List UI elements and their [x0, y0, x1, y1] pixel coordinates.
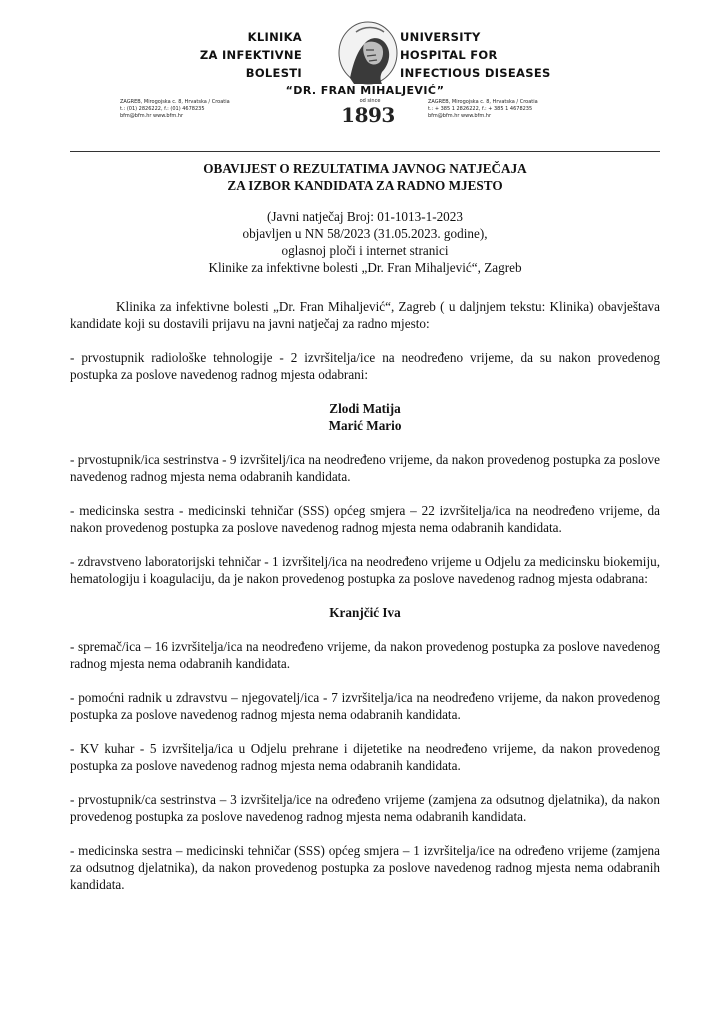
founding-year: 1893: [341, 103, 395, 127]
position-paragraph: - medicinska sestra - medicinski tehničar (SSS) općeg smjera – 22 izvršitelja/ica na neodređeno vrijeme, da nakon provedenog postupka za poslove navedenog radnog mjesta nema odabranih kandidata.: [70, 503, 660, 535]
selected-candidates: [70, 400, 660, 434]
candidate-name: Kranjčić Iva: [329, 605, 401, 620]
position-paragraph: - pomoćni radnik u zdravstvu – njegovatelj/ica - 7 izvršitelja/ica na neodređeno vrijeme, da nakon provedenog postupka za poslove navedenog radnog mjesta nema odabranih kandidata.: [70, 690, 660, 722]
letterhead-contact-right: [428, 99, 598, 120]
contact-line: t.: + 385 1 2826222, f.: + 385 1 4678235: [428, 106, 533, 112]
letterhead-left-line: ZA INFEKTIVNE: [199, 48, 302, 62]
reference-line: oglasnoj ploči i internet stranici: [281, 243, 449, 258]
letterhead-left-name: [200, 28, 302, 82]
reference-line: (Javni natječaj Broj: 01-1013-1-2023: [267, 209, 463, 224]
portrait-logo-icon: [336, 20, 400, 86]
contact-line: bfm@bfm.hr www.bfm.hr: [120, 113, 184, 119]
position-paragraph: - zdravstveno laboratorijski tehničar - 1 izvršitelj/ica na neodređeno vrijeme u Odjelu za medicinsku biokemiju, hematologiju i koagulaciju, da je nakon provedenog postupka za poslove navedenog radnog mjesta odabrana:: [70, 554, 660, 586]
contact-line: ZAGREB, Mirogojska c. 8, Hrvatska / Croatia: [428, 99, 538, 105]
position-paragraph: - medicinska sestra – medicinski tehničar (SSS) općeg smjera – 1 izvršitelja/ice na određeno vrijeme (zamjena za odsutnog djelatnika), da nakon provedenog postupka za poslove navedenog radnog mjesta nema odabranih kandidata.: [70, 843, 660, 892]
intro-paragraph: Klinika za infektivne bolesti „Dr. Fran Mihaljević“, Zagreb ( u daljnjem tekstu: Klinika) obavještava kandidate koji su dostavili prijavu na javni natječaj za radno mjesto:: [70, 299, 660, 331]
candidate-name: Zlodi Matija: [329, 401, 401, 416]
title-line: OBAVIJEST O REZULTATIMA JAVNOG NATJEČAJA: [203, 161, 527, 176]
letterhead-right-line: INFECTIOUS DISEASES: [400, 66, 551, 80]
selected-candidates: [70, 604, 660, 621]
position-paragraph: - prvostupnik radiološke tehnologije - 2 izvršitelja/ice na neodređeno vrijeme, da su nakon provedenog postupka za poslove navedenog radnog mjesta odabrani:: [70, 350, 660, 382]
tender-reference: [70, 208, 660, 276]
position-paragraph: - spremač/ica – 16 izvršitelja/ica na neodređeno vrijeme, da nakon provedenog postupka za poslove navedenog radnog mjesta nema odabranih kandidata.: [70, 639, 660, 671]
reference-line: objavljen u NN 58/2023 (31.05.2023. godine),: [242, 226, 488, 241]
reference-line: Klinike za infektivne bolesti „Dr. Fran Mihaljević“, Zagreb: [208, 260, 522, 275]
contact-line: ZAGREB, Mirogojska c. 8, Hrvatska / Croatia: [120, 99, 230, 105]
letterhead: [120, 20, 580, 140]
title-line: ZA IZBOR KANDIDATA ZA RADNO MJESTO: [227, 178, 503, 193]
letterhead-left-line: BOLESTI: [245, 66, 302, 80]
position-paragraph: - prvostupnik/ica sestrinstva - 9 izvršitelj/ica na neodređeno vrijeme, da nakon provedenog postupka za poslove navedenog radnog mjesta nema odabranih kandidata.: [70, 452, 660, 484]
position-paragraph: - prvostupnik/ca sestrinstva – 3 izvršitelja/ice na određeno vrijeme (zamjena za odsutnog djelatnika), da nakon provedenog postupka za poslove navedenog radnog mjesta nema odabranih kandidata.: [70, 792, 660, 824]
letterhead-right-line: HOSPITAL FOR: [400, 48, 498, 62]
document-title: [70, 160, 660, 194]
contact-line: bfm@bfm.hr www.bfm.hr: [428, 113, 492, 119]
hospital-name: “DR. FRAN MIHALJEVIĆ”: [285, 84, 445, 97]
letterhead-left-line: KLINIKA: [247, 30, 302, 44]
document-body: [70, 160, 660, 893]
letterhead-right-name: [400, 28, 551, 82]
since-label: od since: [359, 98, 381, 104]
candidate-name: Marić Mario: [328, 418, 402, 433]
letterhead-contact-left: [120, 99, 290, 120]
contact-line: t.: (01) 2826222, f.: (01) 4678235: [120, 106, 205, 112]
position-paragraph: - KV kuhar - 5 izvršitelja/ica u Odjelu prehrane i dijetetike na neodređeno vrijeme, da nakon provedenog postupka za poslove navedenog radnog mjesta nema odabranih kandidata.: [70, 741, 660, 773]
letterhead-right-line: UNIVERSITY: [400, 30, 481, 44]
header-divider: [70, 151, 660, 152]
